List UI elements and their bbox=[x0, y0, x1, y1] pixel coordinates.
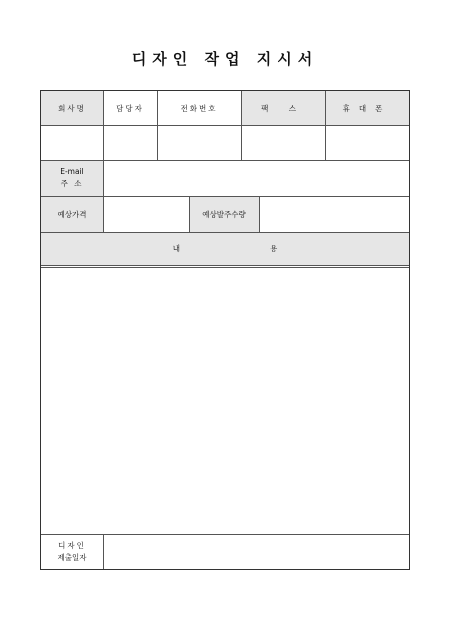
submission-date-label bbox=[41, 534, 103, 569]
row-divider bbox=[41, 125, 409, 126]
person-in-charge-label: 담당자 bbox=[116, 103, 144, 113]
row-divider bbox=[41, 232, 409, 233]
column-divider bbox=[241, 91, 242, 160]
email-address-label bbox=[41, 160, 103, 196]
email-label-line1: E-mail bbox=[60, 167, 84, 176]
mobile-label: 휴대폰 bbox=[325, 91, 409, 125]
mobile-field[interactable] bbox=[325, 125, 409, 160]
phone-number-field[interactable] bbox=[157, 125, 241, 160]
column-divider bbox=[103, 534, 104, 569]
submission-label-line2: 제출일자 bbox=[57, 552, 87, 562]
email-address-field[interactable] bbox=[103, 160, 409, 196]
email-label-line2: 주 소 bbox=[60, 179, 84, 188]
row-divider bbox=[41, 534, 409, 535]
content-label-left: 내 bbox=[172, 244, 180, 253]
estimated-price-field[interactable] bbox=[103, 196, 189, 232]
estimated-quantity-label: 예상발주수량 bbox=[189, 196, 259, 232]
fax-label: 팩 스 bbox=[241, 91, 325, 125]
phone-number-label: 전화번호 bbox=[180, 103, 218, 113]
company-name-label: 회사명 bbox=[41, 91, 103, 125]
content-label-right: 용 bbox=[270, 244, 278, 253]
column-divider bbox=[103, 91, 104, 160]
content-header bbox=[41, 232, 409, 265]
content-header-double-line bbox=[41, 267, 409, 268]
company-name-field[interactable] bbox=[41, 125, 103, 160]
column-divider bbox=[189, 196, 190, 232]
row-divider bbox=[41, 196, 409, 197]
column-divider bbox=[259, 196, 260, 232]
document-title: 디자인 작업 지시서 bbox=[131, 50, 319, 68]
column-divider bbox=[325, 91, 326, 160]
content-header-double-line bbox=[41, 265, 409, 266]
submission-date-field[interactable] bbox=[103, 534, 409, 569]
content-field[interactable] bbox=[41, 267, 409, 534]
design-order-form bbox=[40, 90, 410, 570]
person-in-charge-field[interactable] bbox=[103, 125, 157, 160]
estimated-quantity-field[interactable] bbox=[259, 196, 409, 232]
row-divider bbox=[41, 160, 409, 161]
estimated-price-label: 예상가격 bbox=[41, 196, 103, 232]
fax-field[interactable] bbox=[241, 125, 325, 160]
column-divider bbox=[103, 160, 104, 196]
submission-label-line1: 디자인 bbox=[58, 540, 86, 550]
column-divider bbox=[103, 196, 104, 232]
column-divider bbox=[157, 91, 158, 160]
